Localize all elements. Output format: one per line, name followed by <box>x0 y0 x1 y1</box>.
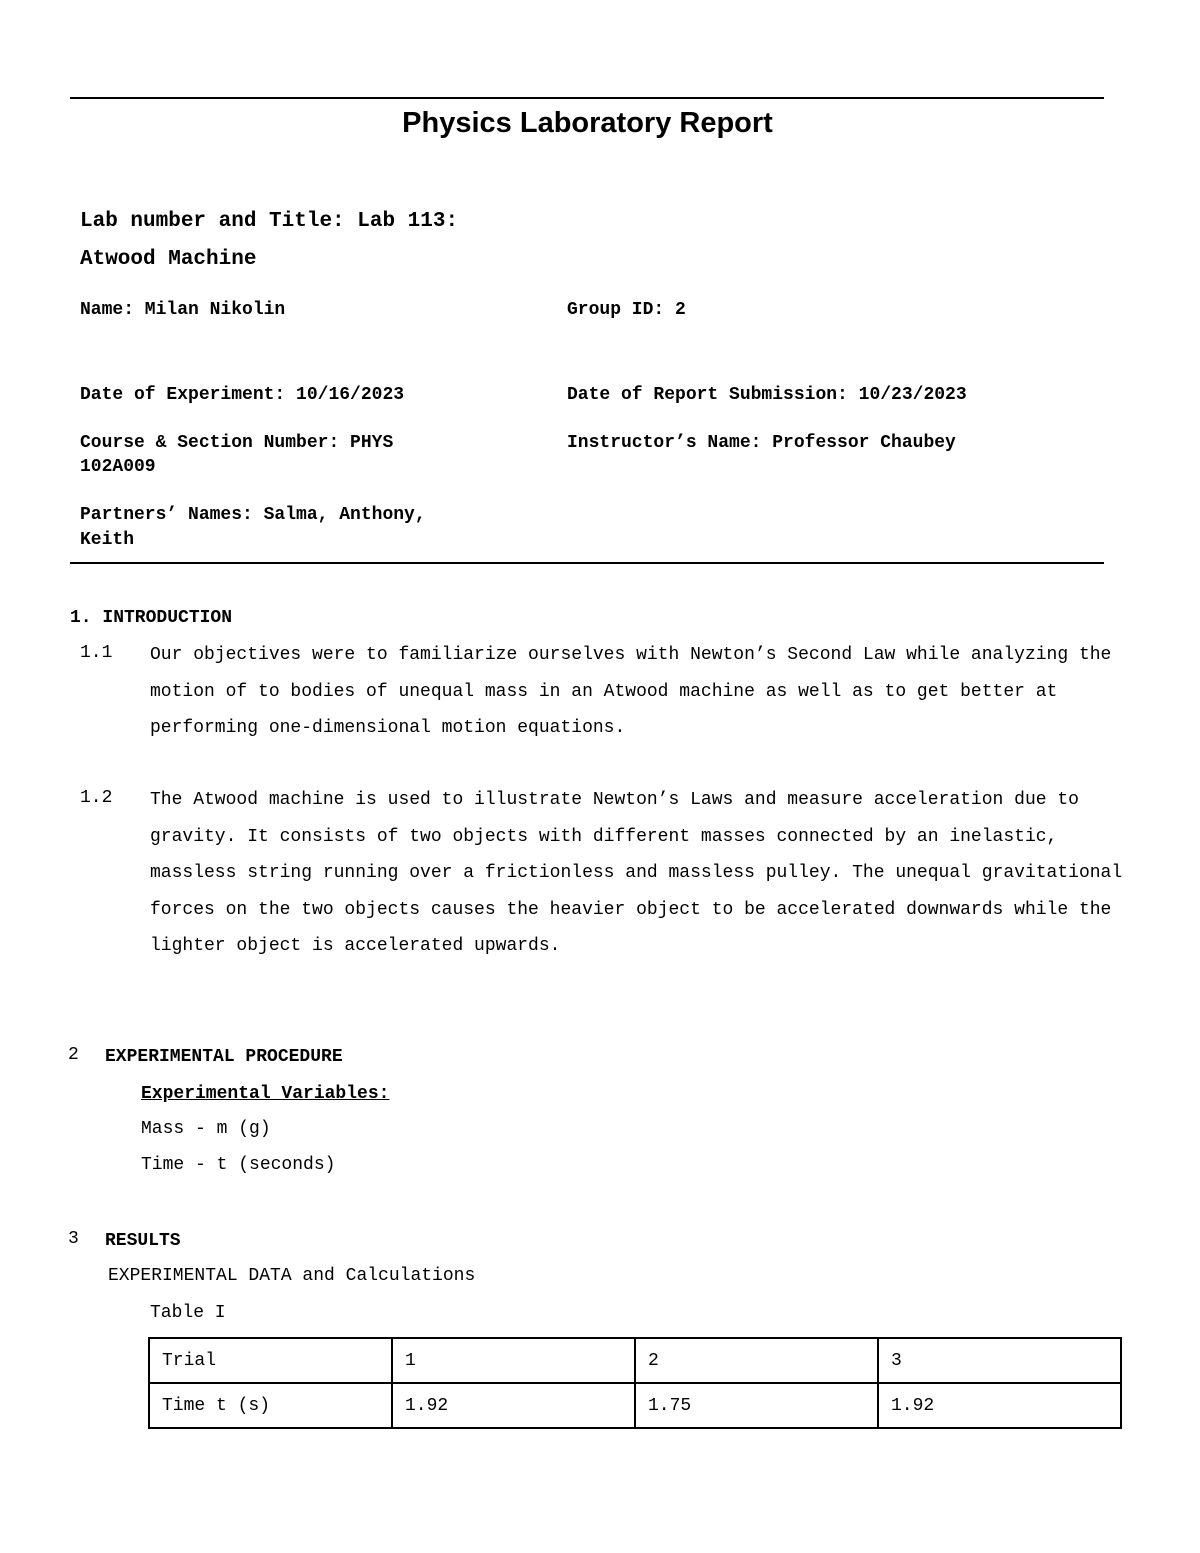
table-cell: 2 <box>635 1338 878 1383</box>
intro-item-text: The Atwood machine is used to illustrate Newton’s Laws and measure acceleration due to gravity. It consists of two objects with different masses connected by an inelastic, massless string running over a frictionless and massless pulley. The unequal gravitational forces on the two objects causes the heavier object to be accelerated downwards while the lighter object is accelerated upwards. <box>150 790 1123 957</box>
results-table <box>148 1337 1122 1429</box>
results-number: 3 <box>68 1229 79 1249</box>
table-cell: 1.75 <box>635 1383 878 1428</box>
intro-item-number: 1.2 <box>80 788 113 808</box>
introduction-heading: 1. INTRODUCTION <box>70 608 233 628</box>
table-row <box>149 1338 1121 1383</box>
course-section-line1: Course & Section Number: PHYS <box>80 433 394 453</box>
lab-title-line1: Lab number and Title: Lab 113: <box>80 210 459 233</box>
intro-item-text: Our objectives were to familiarize ourselves with Newton’s Second Law while analyzing the motion of to bodies of unequal mass in an Atwood machine as well as to get better at performing one-dimensional motion equations. <box>150 645 1112 739</box>
instructor-name: Instructor’s Name: Professor Chaubey <box>567 433 956 453</box>
procedure-number: 2 <box>68 1045 79 1065</box>
variables-subheading: Experimental Variables: <box>141 1084 390 1104</box>
course-section-line2: 102A009 <box>80 457 156 477</box>
table-cell: 1 <box>392 1338 635 1383</box>
student-name: Name: Milan Nikolin <box>80 300 286 320</box>
lab-title-line2: Atwood Machine <box>80 248 257 271</box>
table-row <box>149 1383 1121 1428</box>
partners-line2: Keith <box>80 530 135 550</box>
table-caption: Table I <box>150 1303 226 1323</box>
intro-item-number: 1.1 <box>80 643 113 663</box>
results-subheading: EXPERIMENTAL DATA and Calculations <box>108 1266 476 1286</box>
header-bottom-rule <box>70 562 1104 564</box>
results-heading: RESULTS <box>105 1231 181 1251</box>
variable-item: Mass - m (g) <box>141 1119 271 1139</box>
partners-line1: Partners’ Names: Salma, Anthony, <box>80 505 426 525</box>
variable-item: Time - t (seconds) <box>141 1155 336 1175</box>
table-cell: 3 <box>878 1338 1121 1383</box>
page-title: Physics Laboratory Report <box>402 107 773 139</box>
top-rule <box>70 97 1104 99</box>
date-of-submission: Date of Report Submission: 10/23/2023 <box>567 385 967 405</box>
table-cell: 1.92 <box>878 1383 1121 1428</box>
date-of-experiment: Date of Experiment: 10/16/2023 <box>80 385 405 405</box>
table-cell: Time t (s) <box>149 1383 392 1428</box>
table-cell: Trial <box>149 1338 392 1383</box>
group-id: Group ID: 2 <box>567 300 686 320</box>
table-cell: 1.92 <box>392 1383 635 1428</box>
procedure-heading: EXPERIMENTAL PROCEDURE <box>105 1047 343 1067</box>
